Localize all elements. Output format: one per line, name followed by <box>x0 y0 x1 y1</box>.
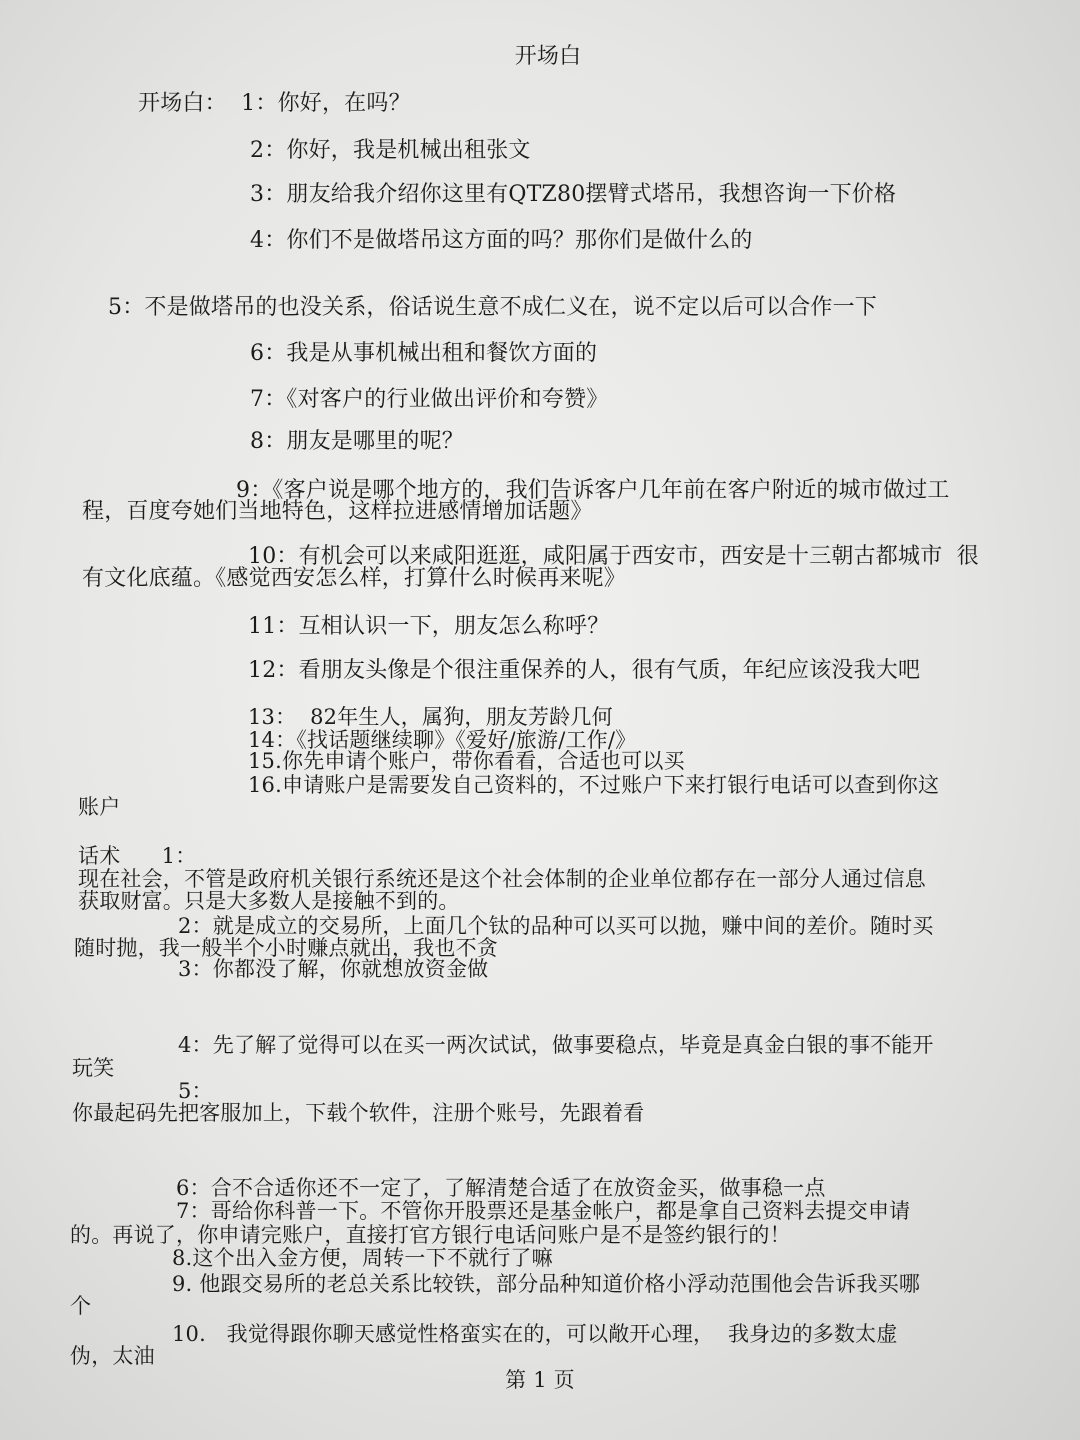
opening-line: 14：《找话题继续聊》《爱好/旅游/工作/》 <box>248 728 637 752</box>
document-title: 开场白 <box>514 44 582 69</box>
script-line: 你最起码先把客服加上，下载个软件，注册个账号，先跟着看 <box>72 1101 645 1125</box>
opening-line: 15.你先申请个账户，带你看看，合适也可以买 <box>248 749 685 773</box>
script-line: 玩笑 <box>72 1056 115 1080</box>
script-line: 9. 他跟交易所的老总关系比较铁，部分品种知道价格小浮动范围他会告诉我买哪 <box>172 1272 921 1296</box>
opening-line: 11：互相认识一下，朋友怎么称呼？ <box>248 614 610 639</box>
script-line: 7：哥给你科普一下。不管你开股票还是基金帐户，都是拿自己资料去提交申请 <box>176 1199 911 1223</box>
script-line: 8.这个出入金方便，周转一下不就行了嘛 <box>172 1246 553 1270</box>
script-line: 个 <box>70 1294 92 1318</box>
opening-line: 8：朋友是哪里的呢？ <box>250 429 464 454</box>
script-line: 伪，太油 <box>70 1344 155 1368</box>
opening-line: 开场白： 1：你好，在吗？ <box>138 91 411 116</box>
script-line: 3：你都没了解，你就想放资金做 <box>178 957 489 981</box>
script-line: 现在社会，不管是政府机关银行系统还是这个社会体制的企业单位都存在一部分人通过信息 <box>78 867 926 891</box>
script-line: 4：先了解了觉得可以在买一两次试试，做事要稳点，毕竟是真金白银的事不能开 <box>178 1033 934 1057</box>
script-line: 10. 我觉得跟你聊天感觉性格蛮实在的，可以敞开心理， 我身边的多数太虚 <box>172 1322 898 1346</box>
script-line: 获取财富。只是大多数人是接触不到的。 <box>78 889 460 913</box>
opening-line: 4：你们不是做塔吊这方面的吗？那你们是做什么的 <box>250 228 753 253</box>
script-line: 2：就是成立的交易所，上面几个钛的品种可以买可以抛，赚中间的差价。随时买 <box>178 914 934 938</box>
opening-line: 13： 82年生人，属狗，朋友芳龄几何 <box>248 705 613 729</box>
script-heading: 话术 1： <box>78 844 197 868</box>
opening-line: 2：你好，我是机械出租张文 <box>250 138 531 163</box>
script-line: 5： <box>178 1079 213 1103</box>
opening-line: 6：我是从事机械出租和餐饮方面的 <box>250 341 598 366</box>
opening-line: 7：《对客户的行业做出评价和夸赞》 <box>250 387 609 412</box>
opening-line: 16.申请账户是需要发自己资料的，不过账户下来打银行电话可以查到你这 <box>248 773 940 797</box>
script-line: 的。再说了，你申请完账户，直接打官方银行电话问账户是不是签约银行的！ <box>70 1223 791 1247</box>
opening-line: 程，百度夸她们当地特色，这样拉进感情增加话题》 <box>82 499 593 524</box>
opening-line: 5：不是做塔吊的也没关系，俗话说生意不成仁义在，说不定以后可以合作一下 <box>108 295 877 320</box>
opening-line: 账户 <box>78 795 121 819</box>
script-line: 随时抛，我一般半个小时赚点就出，我也不贪 <box>74 936 498 960</box>
page-number: 第 1 页 <box>505 1368 575 1392</box>
script-line: 6：合不合适你还不一定了，了解清楚合适了在放资金买，做事稳一点 <box>176 1176 826 1200</box>
opening-line: 12：看朋友头像是个很注重保养的人，很有气质，年纪应该没我大吧 <box>248 658 921 683</box>
opening-line: 有文化底蕴。《感觉西安怎么样，打算什么时候再来呢》 <box>82 566 627 591</box>
opening-line: 10：有机会可以来咸阳逛逛，咸阳属于西安市，西安是十三朝古都城市 很 <box>248 544 979 569</box>
opening-line: 3：朋友给我介绍你这里有QTZ80摆臂式塔吊，我想咨询一下价格 <box>250 182 897 207</box>
opening-line: 9：《客户说是哪个地方的，我们告诉客户几年前在客户附近的城市做过工 <box>236 478 950 503</box>
